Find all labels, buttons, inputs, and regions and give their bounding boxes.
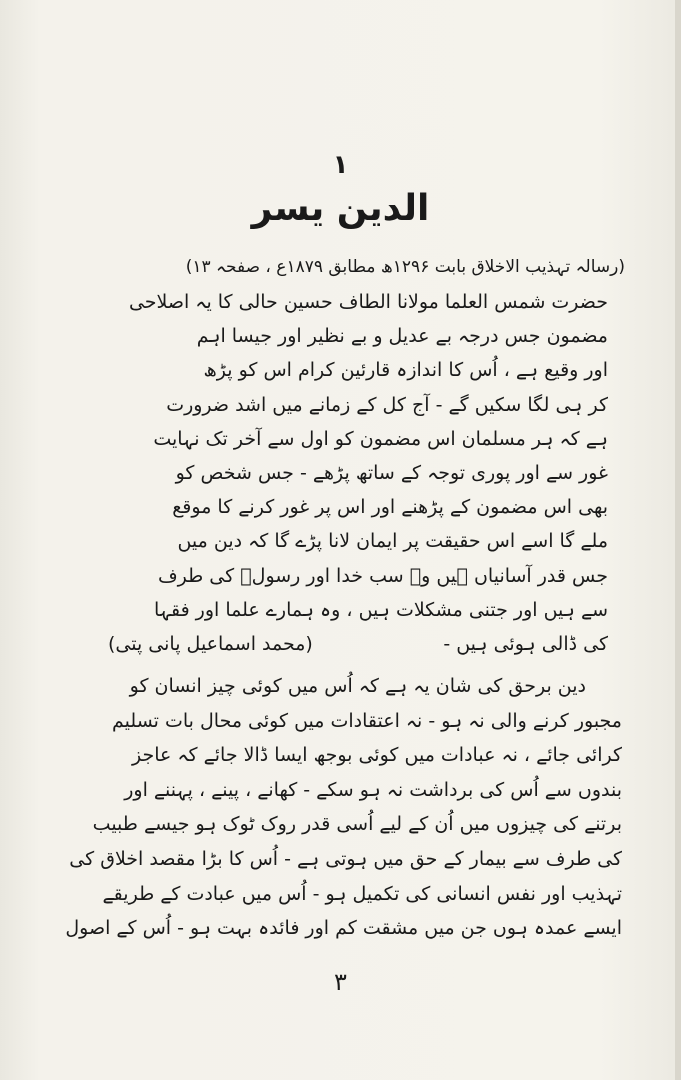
intro-line: حضرت شمس العلما مولانا الطاف حسین حالی کا یہ اصلاحی: [128, 291, 608, 313]
page-number: ۳: [334, 968, 347, 996]
intro-closing-line: [108, 627, 608, 661]
source-citation: (رسالہ تہذیب الاخلاق بابت ۱۲۹۶ھ مطابق ۱۸۷۹ع ، صفحہ ۱۳): [185, 257, 625, 277]
intro-line: ہے کہ ہر مسلمان اس مضمون کو اول سے آخر تک نہایت: [153, 427, 608, 450]
intro-line: کر ہی لگا سکیں گے - آج کل کے زمانے میں اشد ضرورت: [166, 393, 608, 416]
body-line: کرائی جائے ، نہ عبادات میں کوئی بوجھ ایسا ڈالا جائے کہ عاجز: [132, 744, 622, 767]
body-line: مجبور کرنے والی نہ ہو - نہ اعتقادات میں کوئی محال بات تسلیم: [112, 709, 622, 732]
body-line: بندوں سے اُس کی برداشت نہ ہو سکے - کھانے ، پینے ، پہننے اور: [124, 778, 622, 801]
intro-last-text: کی ڈالی ہوئی ہیں -: [443, 632, 608, 655]
body-line: برتنے کی چیزوں میں اُن کے لیے اُسی قدر روک ٹوک ہو جیسے طبیب: [92, 813, 622, 836]
body-line: دین برحق کی شان یہ ہے کہ اُس میں کوئی چیز انسان کو: [129, 675, 586, 697]
intro-signature: (محمد اسماعیل پانی پتی): [108, 632, 313, 655]
intro-line: بھی اس مضمون کے پڑھنے اور اس پر غور کرنے کا موقع: [172, 496, 608, 519]
editor-introduction: [108, 285, 608, 661]
chapter-title: الدین یسر: [251, 188, 430, 229]
main-text: [60, 669, 622, 946]
intro-line: ملے گا اسے اس حقیقت پر ایمان لانا پڑے گا کہ دین میں: [177, 530, 608, 553]
body-line: تہذیب اور نفس انسانی کی تکمیل ہو - اُس میں عبادت کے طریقے: [102, 882, 622, 905]
intro-line: اور وقیع ہے ، اُس کا اندازہ قارئین کرام اس کو پڑھ: [203, 359, 608, 382]
intro-line: جس قدر آسانیاں ہیں وہ سب خدا اور رسولؐ کی طرف: [157, 564, 608, 587]
intro-line: سے ہیں اور جتنی مشکلات ہیں ، وہ ہمارے علما اور فقہا: [154, 598, 608, 621]
intro-line: مضمون جس درجہ بے عدیل و بے نظیر اور جیسا اہم: [196, 325, 608, 348]
intro-line: غور سے اور پوری توجہ کے ساتھ پڑھے - جس شخص کو: [175, 461, 608, 484]
body-line: کی طرف سے بیمار کے حق میں ہوتی ہے - اُس کا بڑا مقصد اخلاق کی: [69, 847, 622, 870]
body-line: ایسے عمدہ ہوں جن میں مشقت کم اور فائدہ بہت ہو - اُس کے اصول: [65, 917, 622, 940]
chapter-number: ۱: [332, 150, 349, 180]
